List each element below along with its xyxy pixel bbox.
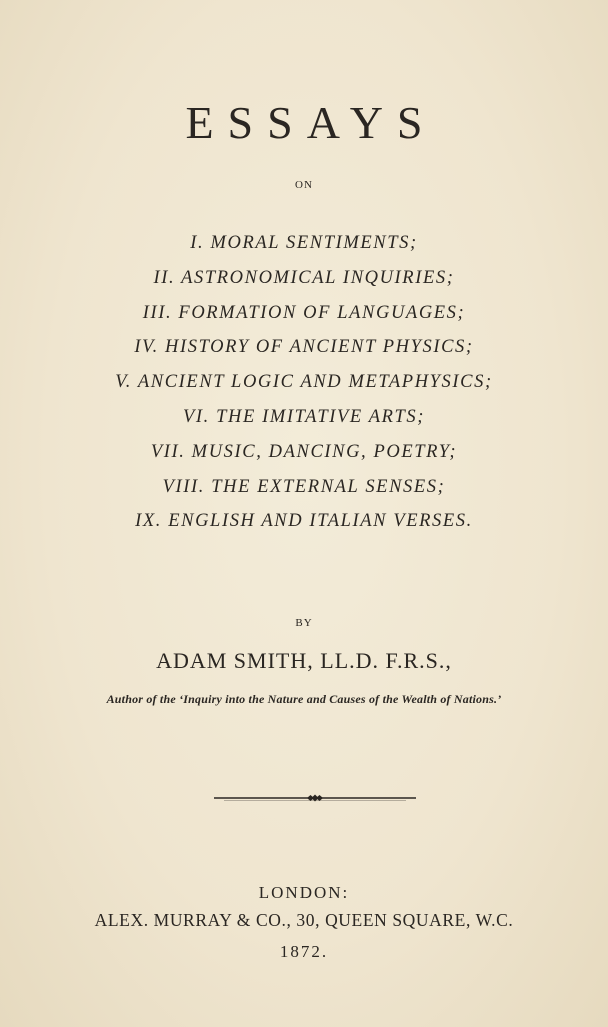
imprint-publisher: ALEX. MURRAY & CO., 30, QUEEN SQUARE, W.C. xyxy=(94,910,514,930)
essay-item: VII. MUSIC, DANCING, POETRY; xyxy=(150,441,458,462)
book-title: ESSAYS xyxy=(185,97,437,148)
essay-item: IV. HISTORY OF ANCIENT PHYSICS; xyxy=(134,337,474,358)
imprint-year: 1872. xyxy=(279,942,329,961)
ornament-rule xyxy=(214,790,416,806)
essays-list xyxy=(0,226,608,539)
essay-item: I. MORAL SENTIMENTS; xyxy=(190,233,418,253)
essay-item: IX. ENGLISH AND ITALIAN VERSES. xyxy=(135,511,473,532)
imprint-city: LONDON: xyxy=(258,883,350,902)
by-label: BY xyxy=(295,617,313,629)
essay-item: V. ANCIENT LOGIC AND METAPHYSICS; xyxy=(115,372,493,393)
essay-item: III. FORMATION OF LANGUAGES; xyxy=(142,302,466,323)
author-description: Author of the ‘Inquiry into the Nature and Causes of the Wealth of Nations.’ xyxy=(106,692,502,706)
essay-item: II. ASTRONOMICAL INQUIRIES; xyxy=(153,267,455,288)
author-name: ADAM SMITH, LL.D. F.R.S., xyxy=(156,648,452,673)
essay-item: VIII. THE EXTERNAL SENSES; xyxy=(162,476,446,497)
essay-item: VI. THE IMITATIVE ARTS; xyxy=(183,406,425,427)
on-label: ON xyxy=(295,179,313,191)
